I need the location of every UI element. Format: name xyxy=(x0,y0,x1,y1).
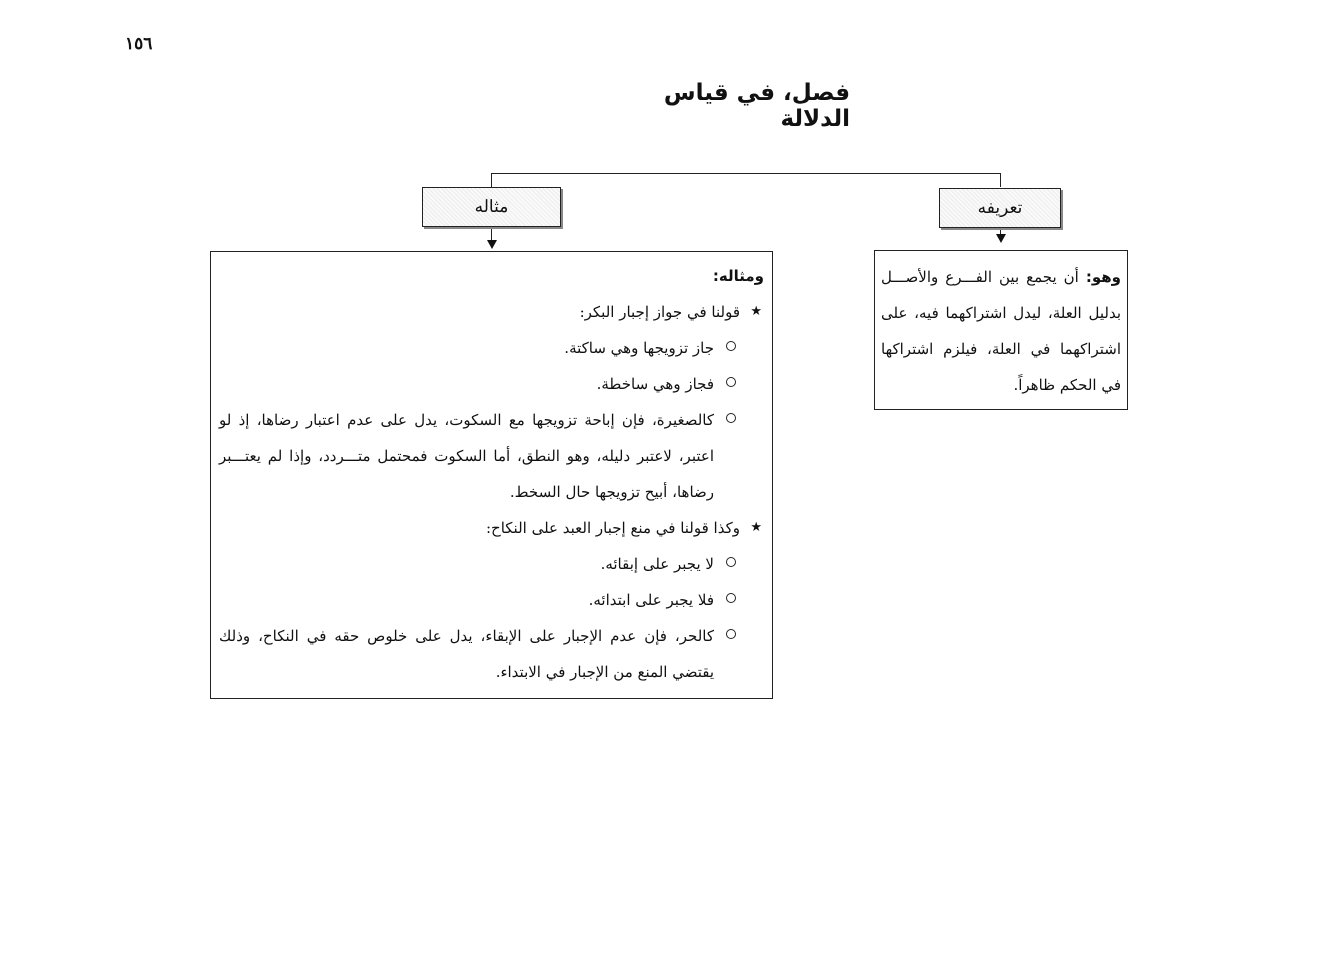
page-number: ١٥٦ xyxy=(125,34,153,54)
definition-heading: تعريفه xyxy=(977,198,1023,218)
circle-bullet-icon xyxy=(726,330,736,366)
definition-box xyxy=(874,250,1128,410)
page-title: فصل، في قياس الدلالة xyxy=(663,80,850,132)
example-item: كالصغيرة، فإن إباحة تزويجها مع السكوت، يدل على عدم اعتبار رضاها، إذ لو اعتبر، لاعتبر دليله، وهو النطق، أما السكوت فمحتمل متـــردد، وإذا لم يعتـــبر رضاها، أبيح تزويجها حال السخط. xyxy=(219,411,714,501)
connector-top xyxy=(491,173,1001,174)
example-lead: ومثاله: xyxy=(712,267,764,285)
circle-bullet-icon xyxy=(726,546,736,582)
example-point: وكذا قولنا في منع إجبار العبد على النكاح: xyxy=(485,519,740,537)
star-icon: ★ xyxy=(750,304,762,319)
definition-text: أن يجمع بين الفـــرع والأصـــل بدليل العلة، ليدل اشتراكهما فيه، على اشتراكهما في العلة، فيلزم اشتراكها في الحكم ظاهراً. xyxy=(881,268,1121,394)
example-heading-box xyxy=(422,187,561,227)
arrow-down-icon xyxy=(996,234,1006,243)
example-point: قولنا في جواز إجبار البكر: xyxy=(579,303,740,321)
example-item: كالحر، فإن عدم الإجبار على الإبقاء، يدل على خلوص حقه في النكاح، وذلك يقتضي المنع من الإجبار في الابتداء. xyxy=(219,627,714,681)
example-heading: مثاله xyxy=(474,197,509,217)
circle-bullet-icon xyxy=(726,402,736,438)
example-box xyxy=(210,251,773,699)
definition-heading-box xyxy=(939,188,1061,228)
arrow-down-icon xyxy=(487,240,497,249)
connector-left-drop xyxy=(491,173,492,187)
circle-bullet-icon xyxy=(726,618,736,654)
circle-bullet-icon xyxy=(726,582,736,618)
connector-left-down xyxy=(491,227,492,241)
definition-lead: وهو: xyxy=(1085,268,1121,286)
circle-bullet-icon xyxy=(726,366,736,402)
example-item: فلا يجبر على ابتدائه. xyxy=(588,591,714,609)
example-item: لا يجبر على إبقائه. xyxy=(600,555,714,573)
example-item: جاز تزويجها وهي ساكتة. xyxy=(564,339,714,357)
connector-right-drop xyxy=(1000,173,1001,187)
example-item: فجاز وهي ساخطة. xyxy=(596,375,714,393)
star-icon: ★ xyxy=(750,520,762,535)
